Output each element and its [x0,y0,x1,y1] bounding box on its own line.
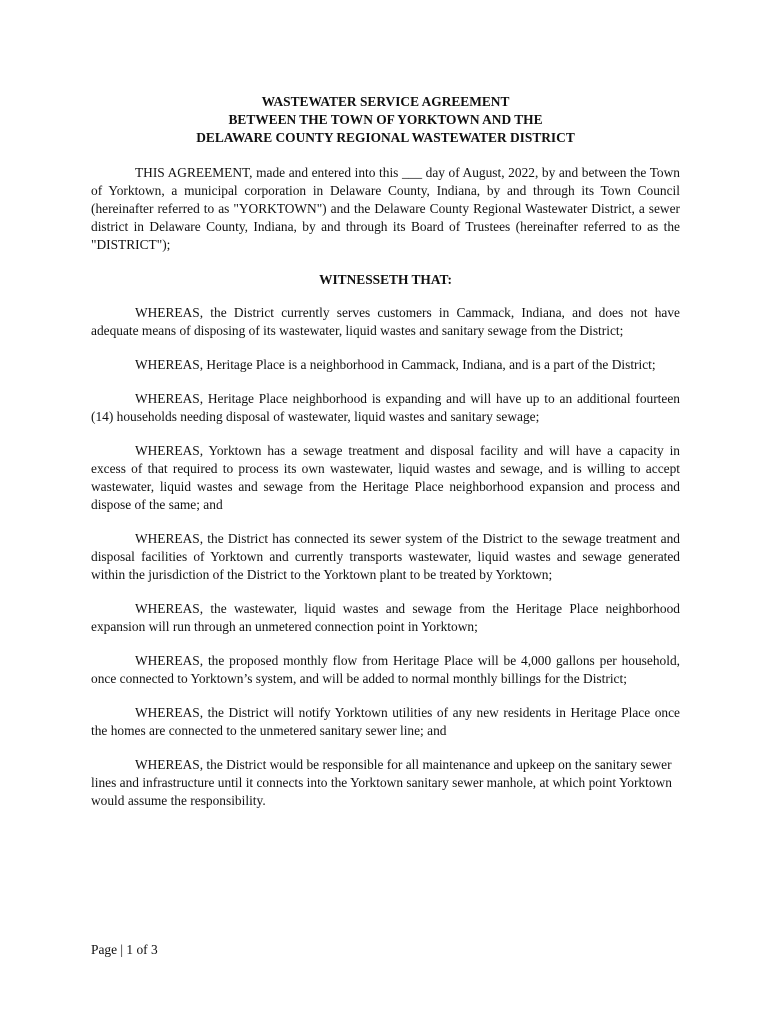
whereas-clause-9: WHEREAS, the District would be responsible for all maintenance and upkeep on the sanitary sewer lines and infrastructure until it connects into the Yorktown sanitary sewer manhole, at which point Yorktown would assume the responsibility. [91,757,672,808]
witnesseth-heading: WITNESSETH THAT: [319,272,452,287]
whereas-clause-1: WHEREAS, the District currently serves customers in Cammack, Indiana, and does not have adequate means of disposing of its wastewater, liquid wastes and sanitary sewage from the District; [91,305,680,338]
title-line-1: WASTEWATER SERVICE AGREEMENT [261,94,510,109]
title-line-3: DELAWARE COUNTY REGIONAL WASTEWATER DISTRICT [196,130,575,145]
whereas-clause-8: WHEREAS, the District will notify Yorktown utilities of any new residents in Heritage Place once the homes are connected to the unmetered sanitary sewer line; and [91,705,680,738]
whereas-clause-7: WHEREAS, the proposed monthly flow from Heritage Place will be 4,000 gallons per household, once connected to Yorktown’s system, and will be added to normal monthly billings for the District; [91,653,680,686]
whereas-clause-2: WHEREAS, Heritage Place is a neighborhood in Cammack, Indiana, and is a part of the District; [135,357,656,372]
page-footer: Page | 1 of 3 [91,942,158,957]
whereas-clause-6: WHEREAS, the wastewater, liquid wastes and sewage from the Heritage Place neighborhood expansion will run through an unmetered connection point in Yorktown; [91,601,680,634]
intro-paragraph: THIS AGREEMENT, made and entered into this ___ day of August, 2022, by and between the Town of Yorktown, a municipal corporation in Delaware County, Indiana, by and through its Town Council (hereinafter referred to as "YORKTOWN") and the Delaware County Regional Wastewater District, a sewer district in Delaware County, Indiana, by and through its Board of Trustees (hereinafter referred to as the "DISTRICT"); [91,165,680,252]
whereas-clause-4: WHEREAS, Yorktown has a sewage treatment and disposal facility and will have a capacity in excess of that required to process its own wastewater, liquid wastes and sewage, and is willing to accept wastewater, liquid wastes and sewage from the Heritage Place neighborhood expansion and process and dispose of the same; and [91,443,680,512]
document-body [91,93,680,826]
whereas-clause-5: WHEREAS, the District has connected its sewer system of the District to the sewage treatment and disposal facilities of Yorktown and currently transports wastewater, liquid wastes and sewage generated within the jurisdiction of the District to the Yorktown plant to be treated by Yorktown; [91,531,680,582]
title-line-2: BETWEEN THE TOWN OF YORKTOWN AND THE [228,112,543,127]
whereas-clause-3: WHEREAS, Heritage Place neighborhood is expanding and will have up to an additional fourteen (14) households needing disposal of wastewater, liquid wastes and sanitary sewage; [91,391,680,424]
document-title [91,93,680,147]
